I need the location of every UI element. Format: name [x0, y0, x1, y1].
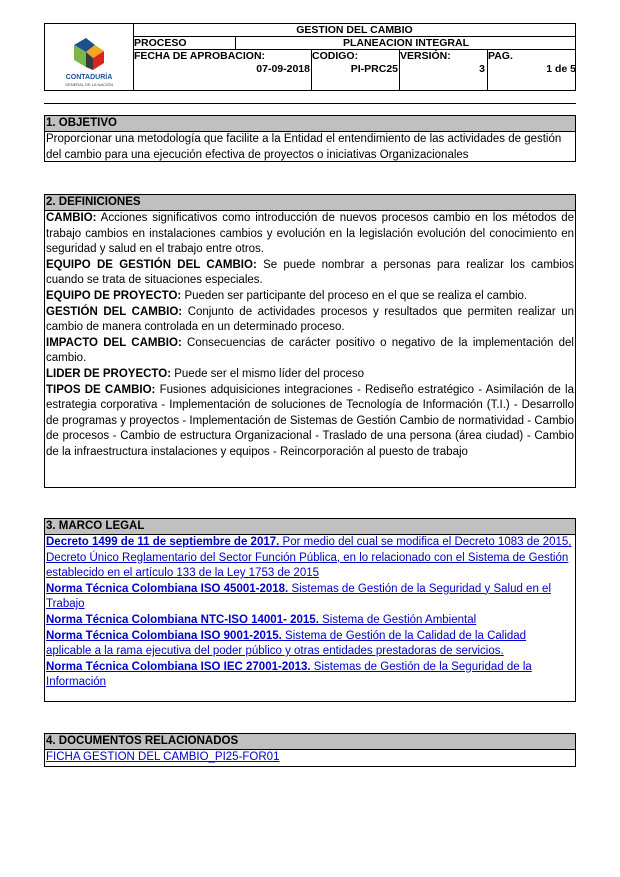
definition-item	[46, 383, 574, 461]
legal-item	[46, 613, 574, 629]
definition-term: TIPOS DE CAMBIO:	[46, 383, 156, 396]
legal-link[interactable]	[46, 536, 571, 579]
definition-term: EQUIPO DE PROYECTO:	[46, 289, 182, 302]
proceso-value: PLANEACION INTEGRAL	[343, 37, 469, 49]
definition-term: IMPACTO DEL CAMBIO:	[46, 336, 182, 349]
legal-description: Sistema de Gestión Ambiental	[318, 613, 477, 626]
definition-term: EQUIPO DE GESTIÓN DEL CAMBIO:	[46, 258, 257, 271]
definiciones-list	[45, 211, 575, 461]
legal-description: Sistemas de Gestión de la Seguridad de la Información	[46, 660, 532, 689]
legal-item	[46, 660, 574, 691]
legal-item	[46, 535, 574, 582]
legal-description: Sistemas de Gestión de la Seguridad y Salud en el Trabajo	[46, 582, 551, 611]
legal-link[interactable]	[46, 661, 532, 689]
definition-item	[46, 367, 574, 383]
definition-text: Consecuencias de carácter positivo o negativo de la implementación del cambio.	[46, 336, 574, 365]
section-title: 4. DOCUMENTOS RELACIONADOS	[45, 734, 575, 750]
definition-item	[46, 211, 574, 258]
header-title: GESTION DEL CAMBIO	[296, 24, 413, 36]
definition-text: Acciones significativos como introducción de nuevos procesos cambio en los métodos de trabajo cambios en instalaciones cambios y evolución en la legislación evolución del conocimiento en seguridad y salud en el trabajo entre otros.	[46, 212, 574, 256]
fecha-label: FECHA DE APROBACION:	[134, 50, 266, 62]
proceso-label: PROCESO	[134, 37, 187, 49]
definition-text: Pueden ser participante del proceso en el que se realiza el cambio.	[181, 289, 528, 302]
legal-description: Sistema de Gestión de la Calidad de la Calidad aplicable a la rama ejecutiva del poder público y otras entidades prestadoras de servicios.	[46, 629, 527, 658]
legal-norm: Norma Técnica Colombiana ISO IEC 27001-2013.	[46, 660, 311, 673]
codigo-value: PI-PRC25	[350, 63, 398, 75]
definition-term: GESTIÓN DEL CAMBIO:	[46, 305, 183, 318]
definition-text: Fusiones adquisiciones integraciones - Rediseño estratégico - Asimilación de la estrategia corporativa - Implementación de soluciones de Tecnología de Información (T.I.) - Desarrollo de programas y proyectos - Implementación de Sistemas de Gestión Cambio de normatividad - Cambio de procesos - Cambio de estructura Organizacional - Traslado de una persona (área ciudad) - Cambio de la infraestructura instalaciones y equipos - Reincorporación al puesto de trabajo	[46, 383, 574, 458]
objetivo-text: Proporcionar una metodología que facilite a la Entidad el entendimiento de las actividades de gestión del cambio para una ejecución efectiva de proyectos o iniciativas Organizacionales	[46, 133, 562, 161]
version-label: VERSIÓN:	[400, 50, 451, 62]
section-marco-legal	[44, 518, 576, 702]
pag-value: 1 de 5	[546, 64, 576, 75]
definition-item	[46, 336, 574, 367]
document-header	[44, 23, 576, 91]
legal-description: Por medio del cual se modifica el Decreto 1083 de 2015, Decreto Único Reglamentario del Sector Función Pública, en lo relacionado con el Sistema de Gestión establecido en el artículo 133 de la Ley 1753 de 2015	[46, 536, 572, 580]
legal-link[interactable]	[46, 630, 526, 658]
section-definiciones	[44, 194, 576, 488]
related-document-link[interactable]: FICHA GESTION DEL CAMBIO_PI25-FOR01	[46, 751, 280, 763]
documentos-list	[45, 750, 575, 764]
section-title: 1. OBJETIVO	[45, 116, 575, 132]
legal-link[interactable]	[46, 614, 476, 626]
definition-text: Puede ser el mismo líder del proceso	[171, 367, 365, 380]
legal-item	[46, 629, 574, 660]
section-objetivo	[44, 115, 576, 162]
version-value: 3	[479, 63, 485, 75]
definition-item	[46, 289, 574, 305]
logo-subtitle: GENERAL DE LA NACIÓN	[64, 82, 114, 87]
fecha-value: 07-09-2018	[256, 63, 310, 75]
section-title: 3. MARCO LEGAL	[45, 519, 575, 535]
definition-term: CAMBIO:	[46, 212, 97, 224]
legal-norm: Norma Técnica Colombiana ISO 9001-2015.	[46, 629, 282, 642]
codigo-label: CODIGO:	[312, 50, 359, 62]
definition-item	[46, 305, 574, 336]
legal-item	[46, 582, 574, 613]
logo-name: CONTADURÍA	[65, 74, 113, 81]
legal-norm: Norma Técnica Colombiana NTC-ISO 14001- 2015.	[46, 613, 319, 626]
legal-link[interactable]	[46, 583, 551, 611]
definition-term: LIDER DE PROYECTO:	[46, 367, 172, 380]
section-title: 2. DEFINICIONES	[45, 195, 575, 211]
definition-text: Se puede nombrar a personas para realizar los cambios cuando se trata de situaciones especiales.	[46, 258, 575, 287]
contaduria-logo-icon	[59, 37, 119, 71]
legal-norm: Norma Técnica Colombiana ISO 45001-2018.	[46, 582, 289, 595]
logo-cell	[45, 24, 134, 90]
section-documentos	[44, 733, 576, 767]
definition-text: Conjunto de actividades procesos y resultados que permiten realizar un cambio de manera controlada en un determinado proceso.	[46, 305, 574, 334]
marco-legal-list	[45, 535, 575, 691]
legal-norm: Decreto 1499 de 11 de septiembre de 2017.	[46, 536, 280, 548]
definition-item	[46, 258, 574, 289]
pag-label: PAG.	[488, 50, 513, 62]
header-divider	[44, 103, 576, 104]
